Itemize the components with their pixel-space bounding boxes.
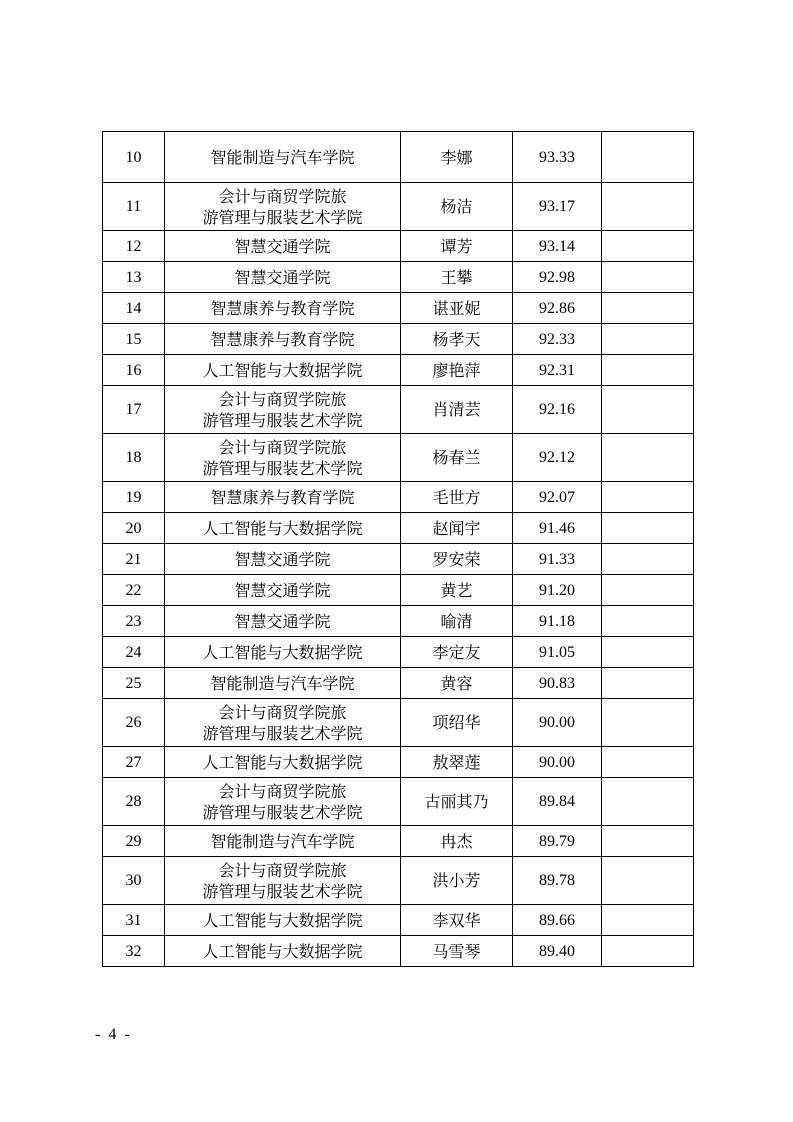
name-cell: 古丽其乃 bbox=[401, 778, 513, 826]
name-cell: 李定友 bbox=[401, 637, 513, 668]
rank-cell: 11 bbox=[103, 183, 165, 231]
college-line: 智能制造与汽车学院 bbox=[210, 147, 355, 167]
college-cell bbox=[165, 324, 401, 355]
score-cell: 92.07 bbox=[513, 482, 602, 513]
college-cell bbox=[165, 747, 401, 778]
score-cell: 92.16 bbox=[513, 386, 602, 434]
table-row bbox=[103, 905, 694, 936]
remark-cell bbox=[602, 857, 694, 905]
table-row bbox=[103, 606, 694, 637]
table-row bbox=[103, 183, 694, 231]
remark-cell bbox=[602, 575, 694, 606]
table-row bbox=[103, 386, 694, 434]
name-cell: 谌亚妮 bbox=[401, 293, 513, 324]
college-cell bbox=[165, 513, 401, 544]
name-cell: 李娜 bbox=[401, 132, 513, 183]
college-cell bbox=[165, 668, 401, 699]
college-line: 智慧交通学院 bbox=[234, 580, 331, 600]
remark-cell bbox=[602, 668, 694, 699]
name-cell: 洪小芳 bbox=[401, 857, 513, 905]
score-cell: 91.33 bbox=[513, 544, 602, 575]
score-cell: 93.14 bbox=[513, 231, 602, 262]
score-cell: 89.79 bbox=[513, 826, 602, 857]
rank-cell: 30 bbox=[103, 857, 165, 905]
score-cell: 89.66 bbox=[513, 905, 602, 936]
remark-cell bbox=[602, 183, 694, 231]
college-line: 人工智能与大数据学院 bbox=[202, 752, 363, 772]
college-line: 会计与商贸学院旅 bbox=[218, 781, 347, 801]
college-cell bbox=[165, 637, 401, 668]
name-cell: 杨春兰 bbox=[401, 434, 513, 482]
page-number: - 4 - bbox=[95, 1026, 132, 1043]
college-cell bbox=[165, 482, 401, 513]
table-row bbox=[103, 826, 694, 857]
name-cell: 敖翠莲 bbox=[401, 747, 513, 778]
college-line: 人工智能与大数据学院 bbox=[202, 910, 363, 930]
table-row bbox=[103, 324, 694, 355]
college-line: 游管理与服装艺术学院 bbox=[202, 207, 363, 227]
remark-cell bbox=[602, 544, 694, 575]
name-cell: 黄容 bbox=[401, 668, 513, 699]
rank-cell: 24 bbox=[103, 637, 165, 668]
college-line: 人工智能与大数据学院 bbox=[202, 518, 363, 538]
score-cell: 92.86 bbox=[513, 293, 602, 324]
name-cell: 马雪琴 bbox=[401, 936, 513, 967]
table-row bbox=[103, 778, 694, 826]
remark-cell bbox=[602, 905, 694, 936]
remark-cell bbox=[602, 231, 694, 262]
table-row bbox=[103, 857, 694, 905]
table-row bbox=[103, 434, 694, 482]
rank-cell: 21 bbox=[103, 544, 165, 575]
college-cell bbox=[165, 132, 401, 183]
rank-cell: 18 bbox=[103, 434, 165, 482]
score-cell: 90.00 bbox=[513, 699, 602, 747]
name-cell: 廖艳萍 bbox=[401, 355, 513, 386]
rank-cell: 12 bbox=[103, 231, 165, 262]
name-cell: 王攀 bbox=[401, 262, 513, 293]
college-line: 游管理与服装艺术学院 bbox=[202, 881, 363, 901]
college-line: 游管理与服装艺术学院 bbox=[202, 723, 363, 743]
college-cell bbox=[165, 575, 401, 606]
college-cell bbox=[165, 905, 401, 936]
remark-cell bbox=[602, 699, 694, 747]
rank-cell: 28 bbox=[103, 778, 165, 826]
rank-cell: 27 bbox=[103, 747, 165, 778]
college-line: 智慧交通学院 bbox=[234, 236, 331, 256]
college-line: 人工智能与大数据学院 bbox=[202, 360, 363, 380]
rank-cell: 26 bbox=[103, 699, 165, 747]
college-line: 会计与商贸学院旅 bbox=[218, 860, 347, 880]
name-cell: 杨洁 bbox=[401, 183, 513, 231]
rank-cell: 17 bbox=[103, 386, 165, 434]
score-cell: 91.18 bbox=[513, 606, 602, 637]
college-cell bbox=[165, 183, 401, 231]
college-line: 会计与商贸学院旅 bbox=[218, 186, 347, 206]
college-cell bbox=[165, 857, 401, 905]
score-cell: 92.98 bbox=[513, 262, 602, 293]
table-row bbox=[103, 699, 694, 747]
remark-cell bbox=[602, 513, 694, 544]
remark-cell bbox=[602, 324, 694, 355]
table-row bbox=[103, 668, 694, 699]
score-cell: 89.78 bbox=[513, 857, 602, 905]
college-line: 智慧交通学院 bbox=[234, 611, 331, 631]
remark-cell bbox=[602, 132, 694, 183]
name-cell: 冉杰 bbox=[401, 826, 513, 857]
college-line: 会计与商贸学院旅 bbox=[218, 389, 347, 409]
name-cell: 毛世方 bbox=[401, 482, 513, 513]
score-cell: 92.31 bbox=[513, 355, 602, 386]
remark-cell bbox=[602, 606, 694, 637]
college-cell bbox=[165, 778, 401, 826]
rank-cell: 19 bbox=[103, 482, 165, 513]
table-row bbox=[103, 293, 694, 324]
score-cell: 89.40 bbox=[513, 936, 602, 967]
ranking-table-body bbox=[103, 132, 694, 967]
rank-cell: 29 bbox=[103, 826, 165, 857]
college-line: 智慧交通学院 bbox=[234, 549, 331, 569]
college-line: 智能制造与汽车学院 bbox=[210, 673, 355, 693]
score-cell: 91.20 bbox=[513, 575, 602, 606]
college-line: 智慧康养与教育学院 bbox=[210, 329, 355, 349]
name-cell: 项绍华 bbox=[401, 699, 513, 747]
table-row bbox=[103, 231, 694, 262]
college-line: 人工智能与大数据学院 bbox=[202, 941, 363, 961]
rank-cell: 14 bbox=[103, 293, 165, 324]
remark-cell bbox=[602, 262, 694, 293]
rank-cell: 13 bbox=[103, 262, 165, 293]
remark-cell bbox=[602, 747, 694, 778]
college-cell bbox=[165, 262, 401, 293]
college-line: 会计与商贸学院旅 bbox=[218, 437, 347, 457]
table-row bbox=[103, 544, 694, 575]
college-cell bbox=[165, 544, 401, 575]
college-line: 智慧交通学院 bbox=[234, 267, 331, 287]
name-cell: 杨孝天 bbox=[401, 324, 513, 355]
name-cell: 李双华 bbox=[401, 905, 513, 936]
table-row bbox=[103, 513, 694, 544]
table-row bbox=[103, 482, 694, 513]
score-cell: 90.00 bbox=[513, 747, 602, 778]
rank-cell: 23 bbox=[103, 606, 165, 637]
college-line: 游管理与服装艺术学院 bbox=[202, 410, 363, 430]
rank-cell: 10 bbox=[103, 132, 165, 183]
name-cell: 黄艺 bbox=[401, 575, 513, 606]
name-cell: 肖清芸 bbox=[401, 386, 513, 434]
score-cell: 92.12 bbox=[513, 434, 602, 482]
college-cell bbox=[165, 355, 401, 386]
table-row bbox=[103, 575, 694, 606]
college-cell bbox=[165, 231, 401, 262]
remark-cell bbox=[602, 434, 694, 482]
rank-cell: 20 bbox=[103, 513, 165, 544]
remark-cell bbox=[602, 482, 694, 513]
table-row bbox=[103, 637, 694, 668]
college-cell bbox=[165, 386, 401, 434]
ranking-table bbox=[102, 131, 694, 967]
college-line: 游管理与服装艺术学院 bbox=[202, 458, 363, 478]
college-cell bbox=[165, 293, 401, 324]
table-row bbox=[103, 936, 694, 967]
remark-cell bbox=[602, 826, 694, 857]
college-line: 会计与商贸学院旅 bbox=[218, 702, 347, 722]
remark-cell bbox=[602, 386, 694, 434]
score-cell: 91.46 bbox=[513, 513, 602, 544]
score-cell: 91.05 bbox=[513, 637, 602, 668]
remark-cell bbox=[602, 293, 694, 324]
remark-cell bbox=[602, 936, 694, 967]
remark-cell bbox=[602, 355, 694, 386]
college-cell bbox=[165, 606, 401, 637]
college-cell bbox=[165, 699, 401, 747]
rank-cell: 25 bbox=[103, 668, 165, 699]
college-line: 智慧康养与教育学院 bbox=[210, 298, 355, 318]
score-cell: 92.33 bbox=[513, 324, 602, 355]
score-cell: 89.84 bbox=[513, 778, 602, 826]
college-cell bbox=[165, 826, 401, 857]
table-row bbox=[103, 262, 694, 293]
table-row bbox=[103, 132, 694, 183]
college-line: 人工智能与大数据学院 bbox=[202, 642, 363, 662]
name-cell: 喻清 bbox=[401, 606, 513, 637]
score-cell: 93.17 bbox=[513, 183, 602, 231]
score-cell: 90.83 bbox=[513, 668, 602, 699]
college-line: 游管理与服装艺术学院 bbox=[202, 802, 363, 822]
name-cell: 赵闻宇 bbox=[401, 513, 513, 544]
table-row bbox=[103, 747, 694, 778]
college-cell bbox=[165, 434, 401, 482]
rank-cell: 32 bbox=[103, 936, 165, 967]
name-cell: 谭芳 bbox=[401, 231, 513, 262]
name-cell: 罗安荣 bbox=[401, 544, 513, 575]
college-line: 智能制造与汽车学院 bbox=[210, 831, 355, 851]
rank-cell: 15 bbox=[103, 324, 165, 355]
remark-cell bbox=[602, 778, 694, 826]
rank-cell: 31 bbox=[103, 905, 165, 936]
college-cell bbox=[165, 936, 401, 967]
table-row bbox=[103, 355, 694, 386]
remark-cell bbox=[602, 637, 694, 668]
score-cell: 93.33 bbox=[513, 132, 602, 183]
rank-cell: 16 bbox=[103, 355, 165, 386]
college-line: 智慧康养与教育学院 bbox=[210, 487, 355, 507]
rank-cell: 22 bbox=[103, 575, 165, 606]
